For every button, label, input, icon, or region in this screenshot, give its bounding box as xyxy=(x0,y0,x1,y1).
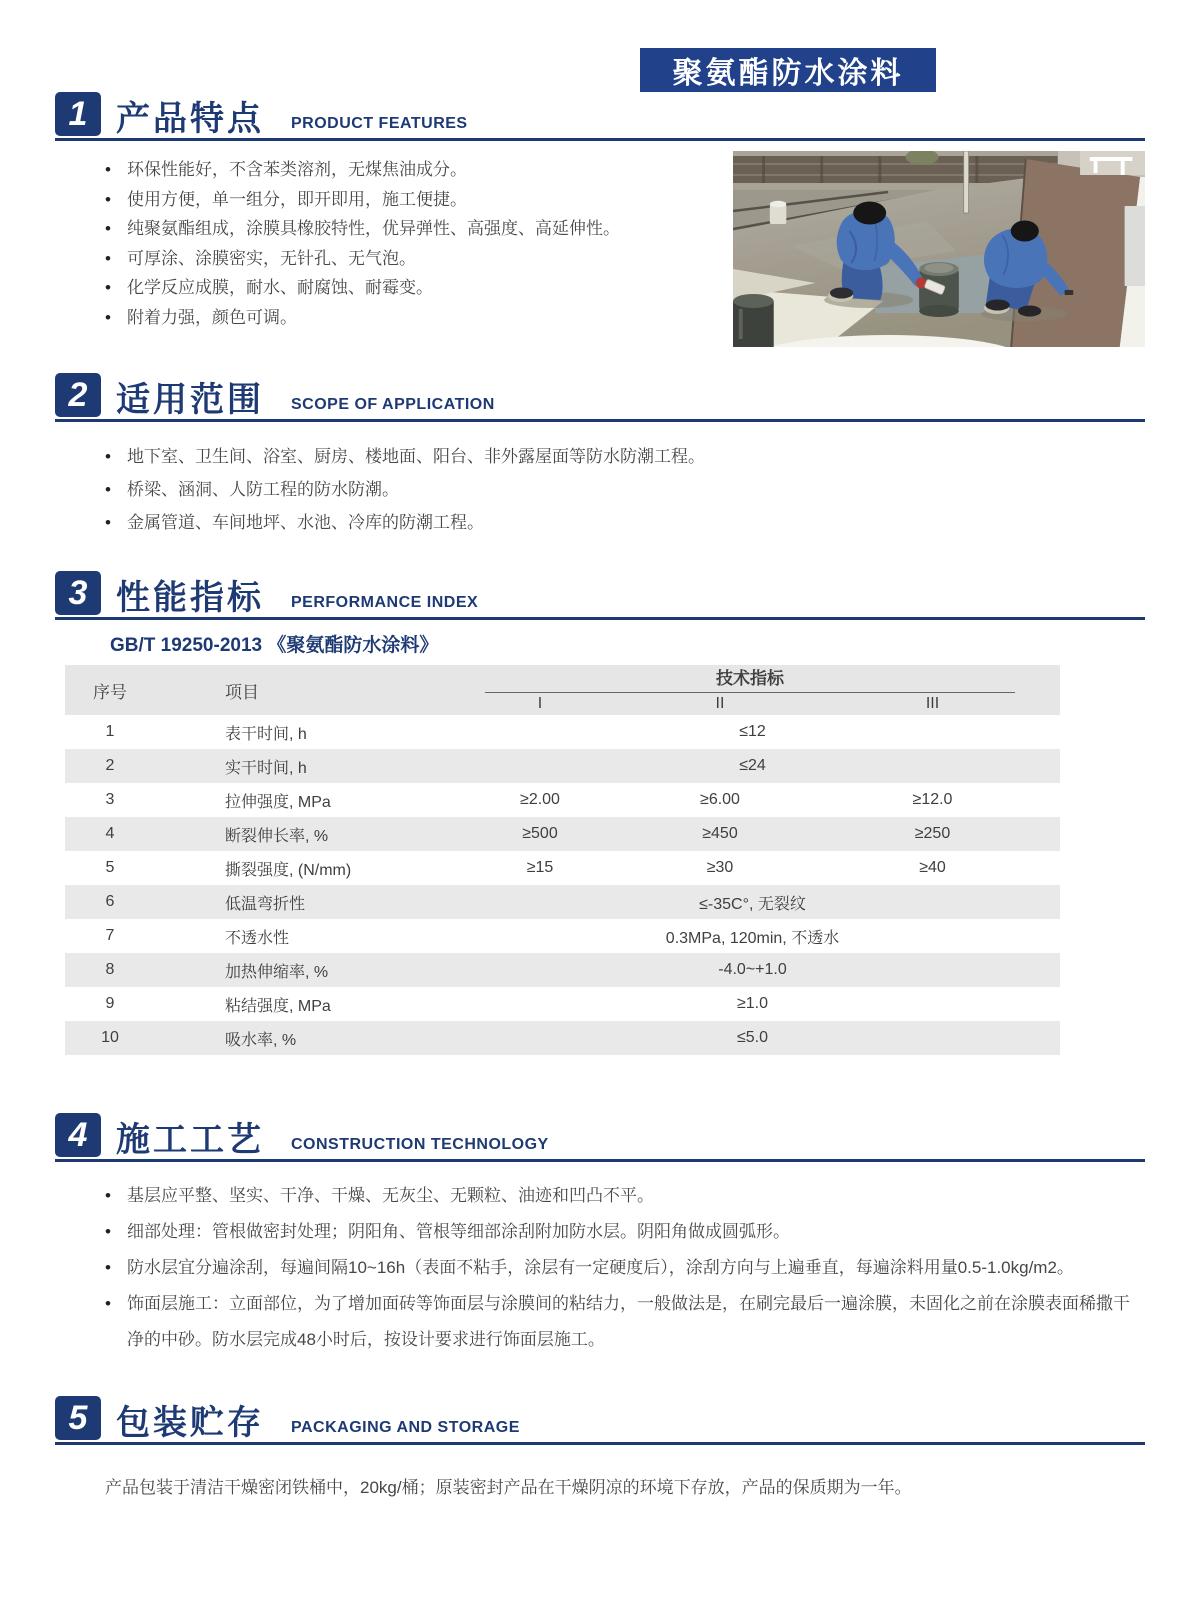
bullet-icon: • xyxy=(105,1258,111,1277)
column-header-3: III xyxy=(925,695,940,712)
workers-applying-coating-photo xyxy=(733,151,1145,347)
section-4-subtitle: CONSTRUCTION TECHNOLOGY xyxy=(291,1136,549,1153)
bullet-icon: • xyxy=(105,1186,111,1205)
section-1-header xyxy=(55,92,1145,141)
section-1-title: 产品特点 xyxy=(116,100,264,138)
standard-reference: GB/T 19250-2013 《聚氨酯防水涂料》 xyxy=(110,635,439,656)
section-4-number: 4 xyxy=(55,1113,101,1157)
section-performance-index xyxy=(55,571,1145,1055)
section-4-title: 施工工艺 xyxy=(116,1121,264,1159)
list-item: • 饰面层施工：立面部位，为了增加面砖等饰面层与涂膜间的粘结力，一般做法是，在刷完最后一遍涂膜，未固化之前在涂膜表面稀撒干净的中砂。防水层完成48小时后，按设计要求进行饰面层施工。 xyxy=(105,1286,1145,1358)
section-scope-of-application xyxy=(55,373,1145,539)
scope-list xyxy=(55,440,1145,539)
section-2-subtitle: SCOPE OF APPLICATION xyxy=(291,396,495,413)
section-5-subtitle: PACKAGING AND STORAGE xyxy=(291,1419,520,1436)
section-1-subtitle: PRODUCT FEATURES xyxy=(291,115,468,132)
section-packaging-storage xyxy=(55,1396,1145,1498)
list-item: • 桥梁、涵洞、人防工程的防水防潮。 xyxy=(105,473,1145,506)
section-3-number: 3 xyxy=(55,571,101,615)
table-row: 5 撕裂强度, (N/mm) ≥15 ≥30 ≥40 xyxy=(105,859,946,879)
section-3-header xyxy=(55,571,1145,620)
table-row: 4 断裂伸长率, % ≥500 ≥450 ≥250 xyxy=(65,817,1060,851)
packaging-text: 产品包装于清洁干燥密闭铁桶中，20kg/桶；原装密封产品在干燥阴凉的环境下存放，产品的保质期为一年。 xyxy=(105,1478,912,1497)
section-2-header xyxy=(55,373,1145,422)
list-item: • 金属管道、车间地坪、水池、冷库的防潮工程。 xyxy=(105,506,1145,539)
performance-table xyxy=(65,665,1060,1055)
table-row: 1 表干时间, h ≤12 xyxy=(105,723,766,743)
section-5-header xyxy=(55,1396,1145,1445)
page-title: 聚氨酯防水涂料 xyxy=(640,48,936,92)
table-row: 3 拉伸强度, MPa ≥2.00 ≥6.00 ≥12.0 xyxy=(105,791,953,811)
column-header-seq: 序号 xyxy=(93,682,127,702)
table-row: 9 粘结强度, MPa ≥1.0 xyxy=(105,995,769,1015)
bullet-icon: • xyxy=(105,189,111,209)
section-5-title: 包装贮存 xyxy=(116,1404,264,1442)
column-header-2: II xyxy=(715,695,725,712)
section-5-number: 5 xyxy=(55,1396,101,1440)
list-item: • 附着力强，颜色可调。 xyxy=(105,303,718,333)
construction-list xyxy=(55,1178,1145,1358)
table-row: 7 不透水性 0.3MPa, 120min, 不透水 xyxy=(105,927,840,947)
bullet-icon: • xyxy=(105,1294,111,1313)
list-item: • 使用方便，单一组分，即开即用，施工便捷。 xyxy=(105,185,718,215)
list-item: • 环保性能好，不含苯类溶剂，无煤焦油成分。 xyxy=(105,155,718,185)
bullet-icon: • xyxy=(105,160,111,179)
column-header-group: 技术指标 xyxy=(485,664,1015,693)
section-2-number: 2 xyxy=(55,373,101,417)
list-item: • 化学反应成膜，耐水、耐腐蚀、耐霉变。 xyxy=(105,273,718,303)
section-3-title: 性能指标 xyxy=(116,579,264,617)
table-row: 6 低温弯折性 ≤-35C°, 无裂纹 xyxy=(65,885,1060,919)
bullet-icon: • xyxy=(105,480,111,499)
list-item: • 防水层宜分遍涂刮，每遍间隔10~16h（表面不粘手，涂层有一定硬度后），涂刮方向与上遍垂直，每遍涂料用量0.5-1.0kg/m2。 xyxy=(105,1250,1145,1286)
list-item: • 纯聚氨酯组成，涂膜具橡胶特性，优异弹性、高强度、高延伸性。 xyxy=(105,214,718,244)
bullet-icon: • xyxy=(105,513,111,532)
column-header-item: 项目 xyxy=(225,682,259,702)
list-item: • 地下室、卫生间、浴室、厨房、楼地面、阳台、非外露屋面等防水防潮工程。 xyxy=(105,440,1145,473)
list-item: • 可厚涂、涂膜密实，无针孔、无气泡。 xyxy=(105,244,718,274)
section-2-title: 适用范围 xyxy=(116,381,264,419)
list-item: • 细部处理：管根做密封处理；阴阳角、管根等细部涂刮附加防水层。阴阳角做成圆弧形。 xyxy=(105,1214,1145,1250)
product-photo xyxy=(733,151,1145,347)
bullet-icon: • xyxy=(105,1222,111,1241)
bullet-icon: • xyxy=(105,278,111,297)
section-4-header xyxy=(55,1113,1145,1162)
bullet-icon: • xyxy=(105,307,111,327)
table-row: 2 实干时间, h ≤24 xyxy=(65,749,1060,783)
section-construction-technology xyxy=(55,1113,1145,1358)
table-row: 8 加热伸缩率, % -4.0~+1.0 xyxy=(65,953,1060,987)
feature-list xyxy=(55,155,733,347)
bullet-icon: • xyxy=(105,447,111,466)
table-row: 10 吸水率, % ≤5.0 xyxy=(65,1021,1060,1055)
section-3-subtitle: PERFORMANCE INDEX xyxy=(291,594,479,611)
list-item: • 基层应平整、坚实、干净、干燥、无灰尘、无颗粒、油迹和凹凸不平。 xyxy=(105,1178,1145,1214)
section-product-features xyxy=(55,92,1145,347)
bullet-icon: • xyxy=(105,219,111,238)
table-header xyxy=(65,665,1060,715)
section-1-content xyxy=(55,151,1145,347)
bullet-icon: • xyxy=(105,248,111,268)
section-1-number: 1 xyxy=(55,92,101,136)
column-header-1: I xyxy=(537,695,543,712)
